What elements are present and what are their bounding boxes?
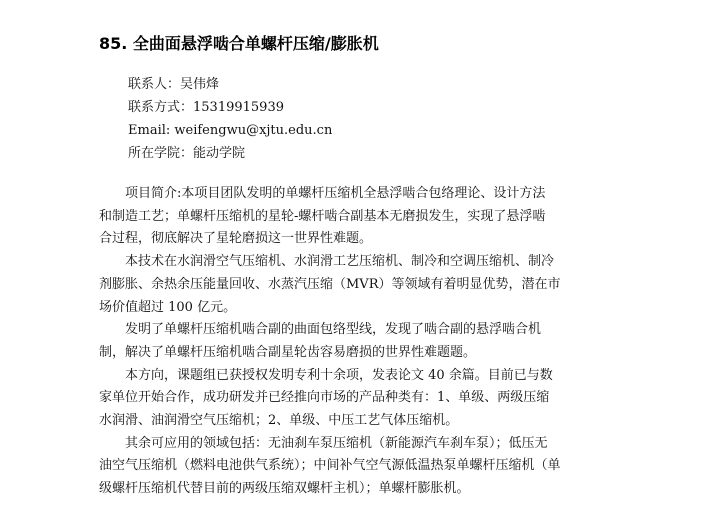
contact-email: Email: weifengwu@xjtu.edu.cn xyxy=(128,123,333,138)
text-line: 场价值超过 100 亿元。 xyxy=(99,299,237,315)
text-line: 剂膨胀、余热余压能量回收、水蒸汽压缩（MVR）等领域有着明显优势，潜在市 xyxy=(99,276,561,292)
text-line: 其余可应用的领域包括：无油刹车泵压缩机（新能源汽车刹车泵）；低压无 xyxy=(125,435,548,451)
text-line: 家单位开始合作，成功研发并已经推向市场的产品种类有：1、单级、两级压缩 xyxy=(99,390,550,406)
paragraph-other-fields xyxy=(99,433,601,501)
paragraph-applications xyxy=(99,251,601,319)
text-line: 和制造工艺；单螺杆压缩机的星轮-螺杆啮合副基本无磨损发生，实现了悬浮啮 xyxy=(99,208,546,224)
text-line: 级螺杆压缩机代替目前的两级压缩双螺杆主机）；单螺杆膨胀机。 xyxy=(99,481,470,497)
text-line: 油空气压缩机（燃料电池供气系统）；中间补气空气源低温热泵单螺杆压缩机（单 xyxy=(99,458,561,474)
text-line: 发明了单螺杆压缩机啮合副的曲面包络型线，发现了啮合副的悬浮啮合机 xyxy=(125,322,542,338)
body-text xyxy=(99,183,601,501)
text-line: 本方向，课题组已获授权发明专利十余项，发表论文 40 余篇。目前已与数 xyxy=(125,367,553,383)
contact-person: 联系人：吴伟烽 xyxy=(128,77,220,92)
contact-block xyxy=(128,73,332,165)
paragraph-invention xyxy=(99,319,601,364)
text-line: 合过程，彻底解决了星轮磨损这一世界性难题。 xyxy=(99,231,373,247)
contact-phone: 联系方式：15319915939 xyxy=(128,100,284,115)
text-line: 项目简介:本项目团队发明的单螺杆压缩机全悬浮啮合包络理论、设计方法 xyxy=(125,186,546,201)
text-line: 制，解决了单螺杆压缩机啮合副星轮齿容易磨损的世界性难题题。 xyxy=(99,344,477,360)
section-title: 85. 全曲面悬浮啮合单螺杆压缩/膨胀机 xyxy=(99,34,379,53)
text-line: 本技术在水润滑空气压缩机、水润滑工艺压缩机、制冷和空调压缩机、制冷 xyxy=(125,254,555,270)
paragraph-patents xyxy=(99,365,601,433)
paragraph-intro xyxy=(99,183,601,251)
contact-school: 所在学院：能动学院 xyxy=(128,146,246,161)
text-line: 水润滑、油润滑空气压缩机；2、单级、中压工艺气体压缩机。 xyxy=(99,413,459,429)
